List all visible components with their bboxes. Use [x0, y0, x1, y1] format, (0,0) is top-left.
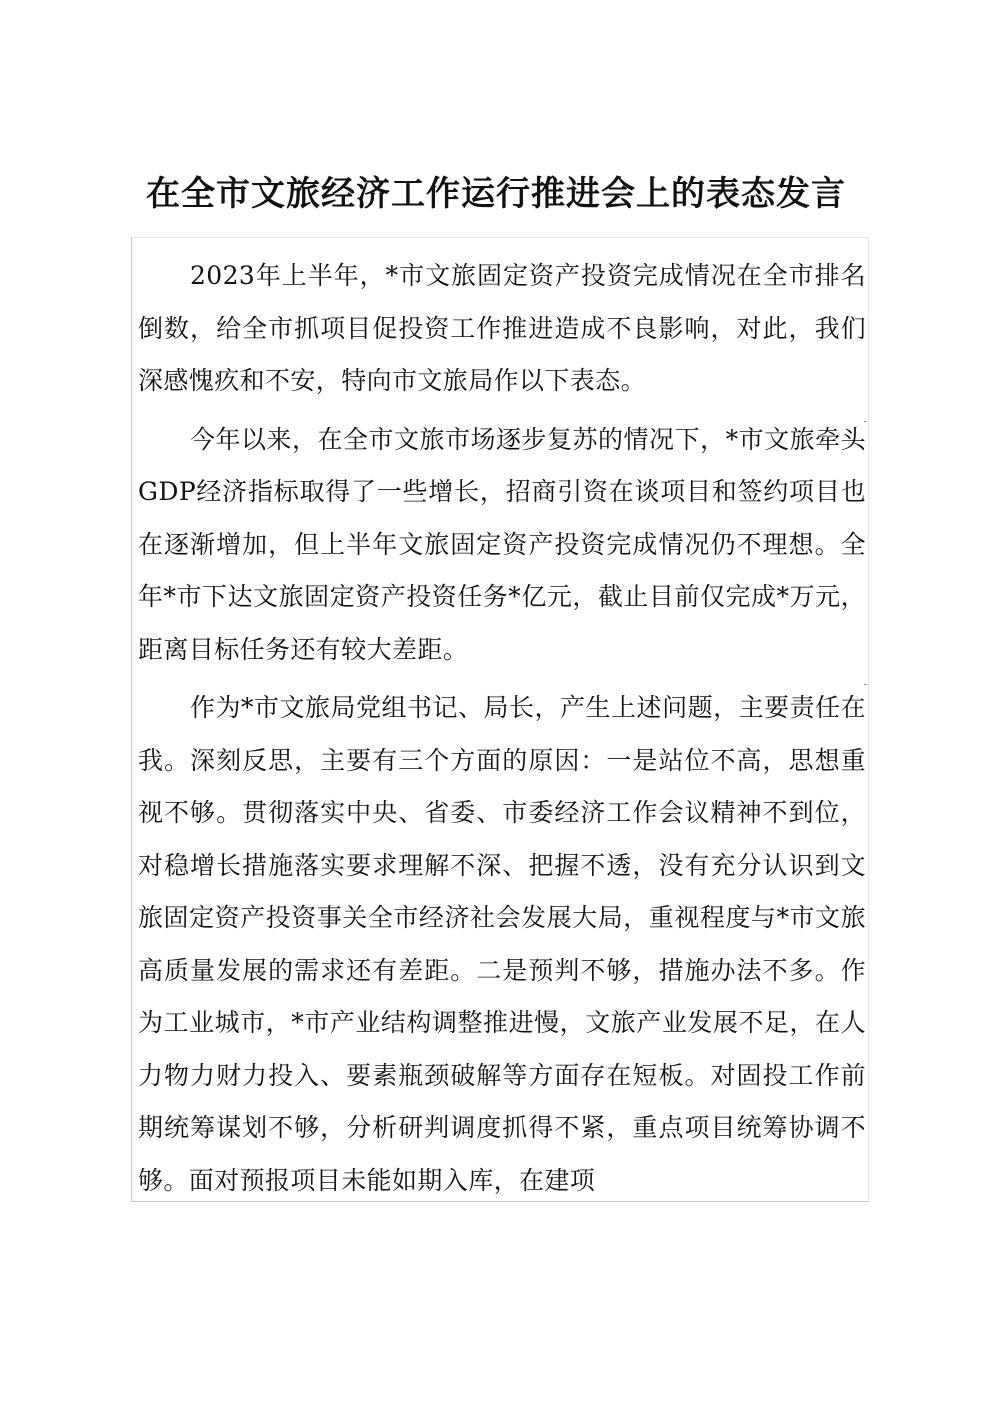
document-title: 在全市文旅经济工作运行推进会上的表态发言: [146, 174, 846, 214]
paragraph-2: 今年以来，在全市文旅市场逐步复苏的情况下，*市文旅牵头GDP经济指标取得了一些增长，招商引资在谈项目和签约项目也在逐渐增加，但上半年文旅固定资产投资完成情况仍不理想。全年*市下达文旅固定资产投资任务*亿元，截止目前仅完成*万元，距离目标任务还有较大差距。: [138, 424, 866, 664]
paragraph-1: 2023年上半年，*市文旅固定资产投资完成情况在全市排名倒数，给全市抓项目促投资工作推进造成不良影响，对此，我们深感愧疚和不安，特向市文旅局作以下表态。: [138, 261, 866, 395]
margin-mark: [864, 684, 867, 685]
text-frame: [131, 237, 869, 1202]
margin-mark: [864, 421, 867, 422]
document-body: [138, 250, 866, 1202]
paragraph-3: 作为*市文旅局党组书记、局长，产生上述问题，主要责任在我。深刻反思，主要有三个方面的原因：一是站位不高，思想重视不够。贯彻落实中央、省委、市委经济工作会议精神不到位，对稳增长措施落实要求理解不深、把握不透，没有充分认识到文旅固定资产投资事关全市经济社会发展大局，重视程度与*市文旅高质量发展的需求还有差距。二是预判不够，措施办法不多。作为工业城市，*市产业结构调整推进慢，文旅产业发展不足，在人力物力财力投入、要素瓶颈破解等方面存在短板。对固投工作前期统筹谋划不够，分析研判调度抓得不紧，重点项目统筹协调不够。面对预报项目未能如期入库，在建项: [138, 693, 866, 1195]
